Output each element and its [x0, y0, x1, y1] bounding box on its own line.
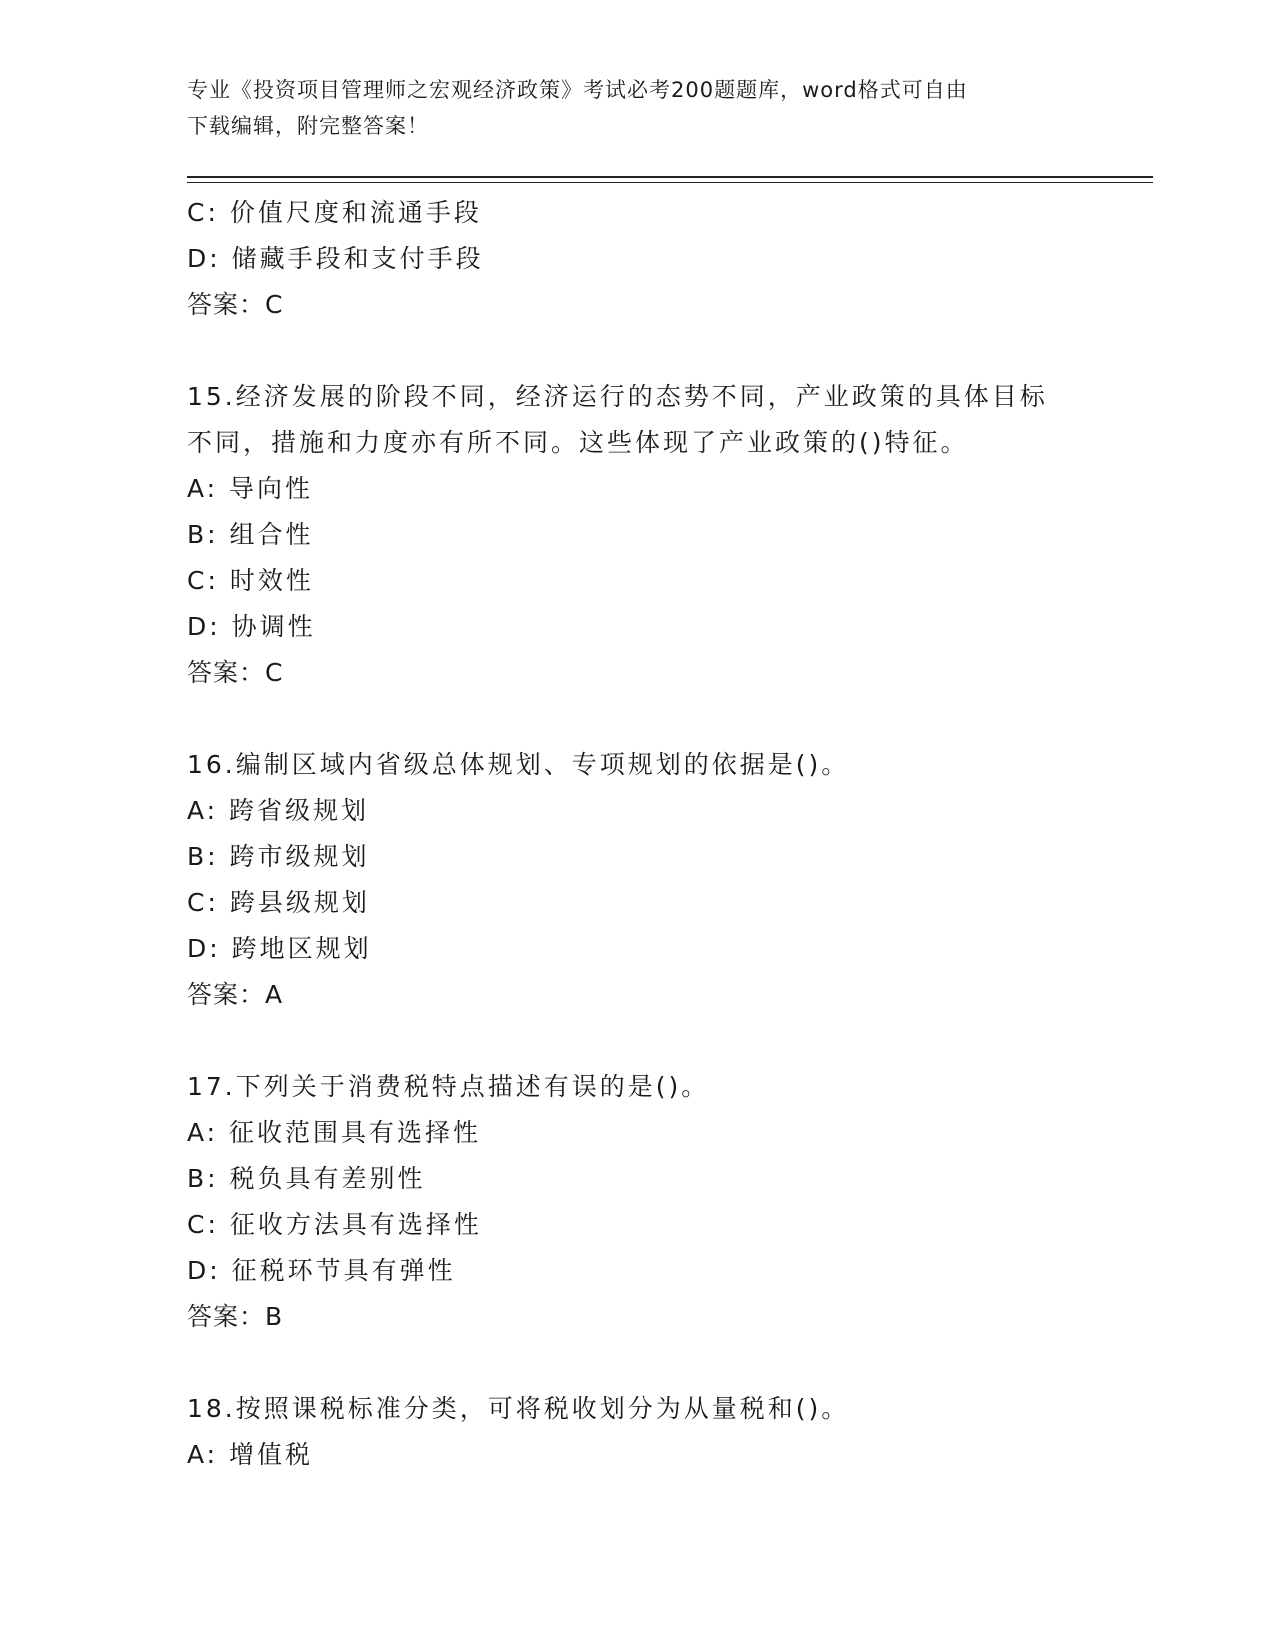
header-divider-thin: [187, 182, 1153, 183]
option-d: D: 征税环节具有弹性: [187, 1256, 456, 1285]
answer-line: 答案：A: [187, 980, 284, 1009]
option-a: A: 增值税: [187, 1440, 314, 1469]
answer-line: 答案：B: [187, 1302, 284, 1331]
option-a: A: 征收范围具有选择性: [187, 1118, 482, 1147]
question-stem: 17.下列关于消费税特点描述有误的是()。: [187, 1072, 710, 1101]
question-stem: 16.编制区域内省级总体规划、专项规划的依据是()。: [187, 750, 850, 779]
question-17: [187, 1064, 1087, 1340]
header-line-1: 专业《投资项目管理师之宏观经济政策》考试必考200题题库，word格式可自由: [187, 78, 968, 102]
option-c: C: 征收方法具有选择性: [187, 1210, 482, 1239]
option-d: D: 储藏手段和支付手段: [187, 244, 484, 273]
question-stem-line-1: 15.经济发展的阶段不同，经济运行的态势不同，产业政策的具体目标: [187, 382, 1048, 411]
option-b: B: 组合性: [187, 520, 314, 549]
question-18: [187, 1386, 1087, 1478]
question-stem: 18.按照课税标准分类，可将税收划分为从量税和()。: [187, 1394, 850, 1423]
option-b: B: 跨市级规划: [187, 842, 370, 871]
question-14-continued: [187, 190, 1087, 328]
answer-line: 答案：C: [187, 658, 284, 687]
option-b: B: 税负具有差别性: [187, 1164, 426, 1193]
question-16: [187, 742, 1087, 1018]
document-header: [187, 72, 1087, 144]
question-15: [187, 374, 1087, 696]
header-line-2: 下载编辑，附完整答案！: [187, 114, 429, 138]
answer-line: 答案：C: [187, 290, 284, 319]
option-d: D: 协调性: [187, 612, 316, 641]
option-d: D: 跨地区规划: [187, 934, 372, 963]
question-list: [187, 190, 1087, 1478]
option-c: C: 跨县级规划: [187, 888, 370, 917]
option-a: A: 导向性: [187, 474, 314, 503]
option-c: C: 时效性: [187, 566, 314, 595]
option-a: A: 跨省级规划: [187, 796, 370, 825]
question-stem-line-2: 不同，措施和力度亦有所不同。这些体现了产业政策的()特征。: [187, 428, 969, 457]
header-divider-thick: [187, 176, 1153, 178]
option-c: C: 价值尺度和流通手段: [187, 198, 482, 227]
